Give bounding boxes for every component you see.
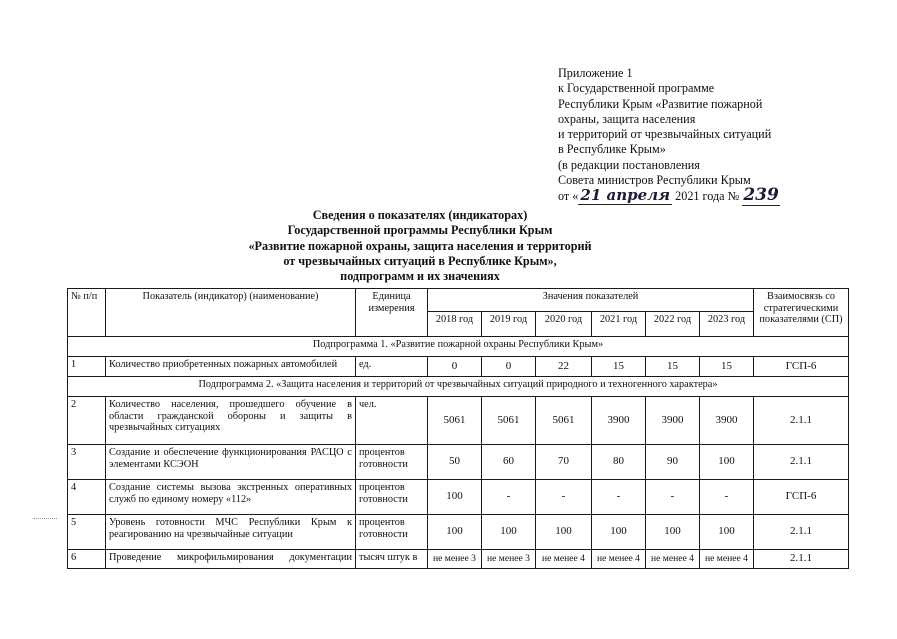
row-name: Количество приобретенных пожарных автомобилей bbox=[106, 357, 356, 377]
table-row bbox=[68, 515, 849, 550]
header-num: № п/п bbox=[68, 289, 106, 337]
subprogram-1-title: Подпрограмма 1. «Развитие пожарной охраны Республики Крым» bbox=[68, 337, 849, 357]
appendix-date-line bbox=[558, 185, 858, 206]
indicators-table bbox=[67, 288, 849, 569]
header-values: Значения показателей bbox=[428, 289, 754, 312]
row-value: 15 bbox=[592, 357, 646, 377]
appendix-line: Совета министров Республики Крым bbox=[558, 173, 751, 188]
row-link: ГСП-6 bbox=[754, 480, 849, 515]
row-value: 100 bbox=[482, 515, 536, 550]
row-name: Создание и обеспечение функционирования РАСЦО с элементами КСЭОН bbox=[106, 445, 356, 480]
year-header: 2020 год bbox=[536, 312, 592, 337]
table-row bbox=[68, 357, 849, 377]
title-line: подпрограмм и их значениях bbox=[340, 269, 500, 284]
row-value: 50 bbox=[428, 445, 482, 480]
number-prefix: № bbox=[727, 189, 740, 204]
row-unit: процентов готовности bbox=[356, 445, 428, 480]
row-value: 3900 bbox=[646, 397, 700, 445]
year-header: 2018 год bbox=[428, 312, 482, 337]
scan-speck bbox=[33, 518, 57, 520]
row-value: 100 bbox=[536, 515, 592, 550]
subprogram-2-title: Подпрограмма 2. «Защита населения и территорий от чрезвычайных ситуаций природного и техногенного характера» bbox=[68, 377, 849, 397]
row-value: 70 bbox=[536, 445, 592, 480]
row-name: Создание системы вызова экстренных оперативных служб по единому номеру «112» bbox=[106, 480, 356, 515]
row-unit: тысяч штук в bbox=[356, 550, 428, 569]
row-num: 3 bbox=[68, 445, 106, 480]
row-value: 100 bbox=[700, 445, 754, 480]
appendix-line: Республики Крым «Развитие пожарной bbox=[558, 96, 763, 111]
row-num: 5 bbox=[68, 515, 106, 550]
row-value: не менее 3 bbox=[482, 550, 536, 569]
row-value: 100 bbox=[428, 480, 482, 515]
year-header: 2019 год bbox=[482, 312, 536, 337]
row-value: не менее 4 bbox=[592, 550, 646, 569]
row-name: Количество населения, прошедшего обучение в области гражданской обороны и защиты в чрезвычайных ситуациях bbox=[106, 397, 356, 445]
row-name: Проведение микрофильмирования документации bbox=[106, 550, 356, 569]
subprogram-row bbox=[68, 377, 849, 397]
appendix-line: в Республике Крым» bbox=[558, 142, 666, 157]
row-value: 100 bbox=[428, 515, 482, 550]
row-value: 5061 bbox=[536, 397, 592, 445]
row-value: 5061 bbox=[428, 397, 482, 445]
subprogram-row bbox=[68, 337, 849, 357]
appendix-line: (в редакции постановления bbox=[558, 157, 700, 172]
row-value: 0 bbox=[428, 357, 482, 377]
row-value: - bbox=[592, 480, 646, 515]
row-value: 0 bbox=[482, 357, 536, 377]
appendix-line: охраны, защита населения bbox=[558, 111, 696, 126]
row-link: 2.1.1 bbox=[754, 445, 849, 480]
date-year: 2021 года bbox=[675, 189, 725, 204]
row-name: Уровень готовности МЧС Республики Крым к реагированию на чрезвычайные ситуации bbox=[106, 515, 356, 550]
appendix-line: Приложение 1 bbox=[558, 66, 633, 80]
row-value: 3900 bbox=[700, 397, 754, 445]
row-value: 80 bbox=[592, 445, 646, 480]
header-link: Взаимосвязь со стратегическими показателями (СП) bbox=[754, 289, 849, 337]
title-line: Сведения о показателях (индикаторах) bbox=[312, 208, 528, 222]
row-value: - bbox=[646, 480, 700, 515]
row-value: не менее 4 bbox=[536, 550, 592, 569]
row-value: 15 bbox=[646, 357, 700, 377]
row-unit: ед. bbox=[356, 357, 428, 377]
table-header-row bbox=[68, 289, 849, 312]
row-value: 100 bbox=[700, 515, 754, 550]
row-value: 60 bbox=[482, 445, 536, 480]
row-value: - bbox=[536, 480, 592, 515]
row-value: не менее 3 bbox=[428, 550, 482, 569]
table-row bbox=[68, 550, 849, 569]
row-unit: процентов готовности bbox=[356, 480, 428, 515]
row-value: не менее 4 bbox=[700, 550, 754, 569]
row-link: 2.1.1 bbox=[754, 397, 849, 445]
row-value: 3900 bbox=[592, 397, 646, 445]
row-num: 6 bbox=[68, 550, 106, 569]
row-num: 1 bbox=[68, 357, 106, 377]
row-value: - bbox=[700, 480, 754, 515]
year-header: 2021 год bbox=[592, 312, 646, 337]
title-line: от чрезвычайных ситуаций в Республике Крым», bbox=[283, 253, 557, 268]
header-indicator: Показатель (индикатор) (наименование) bbox=[106, 289, 356, 337]
header-unit: Единица измерения bbox=[356, 289, 428, 337]
date-prefix: от « bbox=[558, 189, 579, 204]
appendix-block bbox=[558, 66, 858, 205]
row-link: 2.1.1 bbox=[754, 515, 849, 550]
row-num: 4 bbox=[68, 480, 106, 515]
row-value: 15 bbox=[700, 357, 754, 377]
row-value: 100 bbox=[646, 515, 700, 550]
document-title bbox=[190, 208, 650, 284]
row-num: 2 bbox=[68, 397, 106, 445]
appendix-line: к Государственной программе bbox=[558, 81, 715, 96]
row-unit: процентов готовности bbox=[356, 515, 428, 550]
row-link: ГСП-6 bbox=[754, 357, 849, 377]
table-row bbox=[68, 445, 849, 480]
appendix-line: и территорий от чрезвычайных ситуаций bbox=[558, 127, 772, 142]
year-header: 2023 год bbox=[700, 312, 754, 337]
row-value: не менее 4 bbox=[646, 550, 700, 569]
row-unit: чел. bbox=[356, 397, 428, 445]
row-value: 100 bbox=[592, 515, 646, 550]
title-line: Государственной программы Республики Крым bbox=[287, 223, 553, 238]
handwritten-number: 239 bbox=[743, 185, 779, 206]
table-row bbox=[68, 397, 849, 445]
row-value: 5061 bbox=[482, 397, 536, 445]
row-value: 90 bbox=[646, 445, 700, 480]
row-value: 22 bbox=[536, 357, 592, 377]
title-line: «Развитие пожарной охраны, защита населения и территорий bbox=[248, 238, 592, 253]
table-row bbox=[68, 480, 849, 515]
year-header: 2022 год bbox=[646, 312, 700, 337]
handwritten-date: 21 апреля bbox=[580, 186, 671, 205]
row-link: 2.1.1 bbox=[754, 550, 849, 569]
row-value: - bbox=[482, 480, 536, 515]
